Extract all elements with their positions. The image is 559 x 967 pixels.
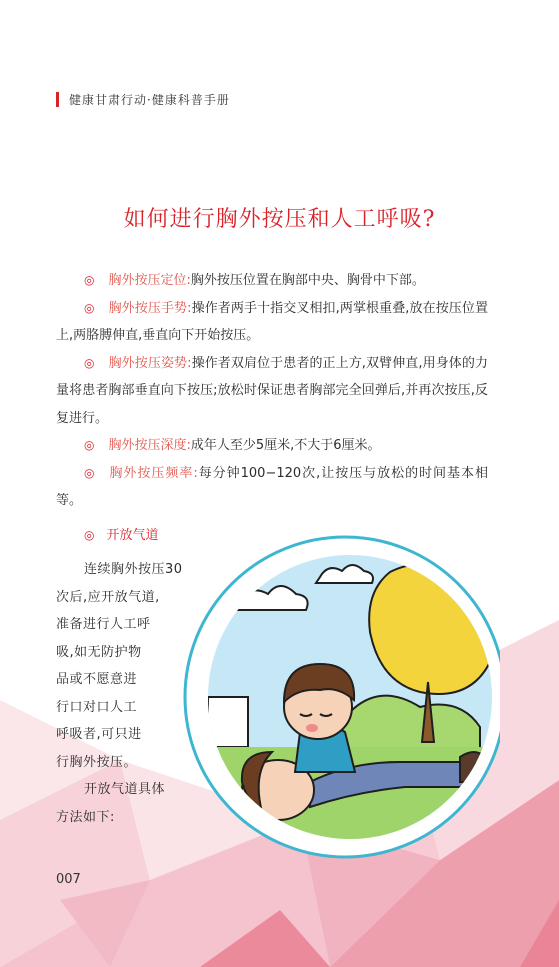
item-label: 胸外按压定位:	[108, 273, 191, 288]
bullet-icon: ◎	[84, 355, 95, 370]
list-item	[56, 295, 488, 350]
rescue-breathing-illustration	[180, 532, 500, 862]
text-line: 连续胸外按压30	[84, 562, 183, 577]
item-label: 胸外按压姿势:	[108, 355, 192, 371]
item-text: 操作者双肩位于患者的正上方,双臂伸直,用身体的力量将患者胸部垂直向下按压;放松时保证患者胸部完全回弹后,并再次按压,反复进行。	[56, 355, 488, 426]
text-line: 品或不愿意进	[56, 672, 138, 687]
bullet-icon: ◎	[84, 273, 95, 287]
list-item	[56, 350, 488, 433]
text-line: 准备进行人工呼	[56, 617, 151, 632]
item-text: 每分钟100−120次,让按压与放松的时间基本相等。	[56, 465, 488, 508]
page-number: 007	[56, 872, 81, 887]
item-text: 操作者两手十指交叉相扣,两掌根重叠,放在按压位置上,两胳膊伸直,垂直向下开始按压。	[56, 300, 488, 343]
text-line: 行口对口人工	[56, 699, 138, 715]
list-item	[56, 267, 488, 295]
text-line: 行胸外按压。	[56, 754, 138, 770]
open-airway-heading	[84, 524, 159, 543]
rescuer-mouth	[306, 724, 318, 732]
bullet-icon: ◎	[84, 465, 96, 480]
item-label: 胸外按压频率:	[109, 465, 198, 481]
text-line: 吸,如无防护物	[56, 644, 142, 660]
text-line: 次后,应开放气道,	[56, 589, 160, 605]
item-text: 成年人至少5厘米,不大于6厘米。	[190, 438, 381, 453]
text-line: 呼吸者,可只进	[56, 727, 142, 742]
bullet-icon: ◎	[84, 438, 95, 452]
item-label: 胸外按压深度:	[108, 438, 191, 453]
text-line: 开放气道具体	[84, 782, 166, 797]
list-item	[56, 460, 488, 515]
text-line: 方法如下:	[56, 809, 115, 825]
bullet-icon: ◎	[84, 300, 95, 315]
page-title: 如何进行胸外按压和人工呼吸?	[123, 207, 436, 232]
item-text: 胸外按压位置在胸部中央、胸骨中下部。	[190, 273, 425, 288]
list-item	[56, 432, 488, 460]
item-label: 胸外按压手势:	[108, 300, 192, 316]
bullet-icon: ◎	[84, 528, 95, 542]
instruction-list	[56, 267, 488, 515]
header-accent-bar	[56, 92, 59, 107]
open-airway-heading-text: 开放气道	[106, 528, 159, 543]
header-text: 健康甘肃行动·健康科普手册	[69, 92, 230, 107]
running-header	[56, 91, 230, 107]
